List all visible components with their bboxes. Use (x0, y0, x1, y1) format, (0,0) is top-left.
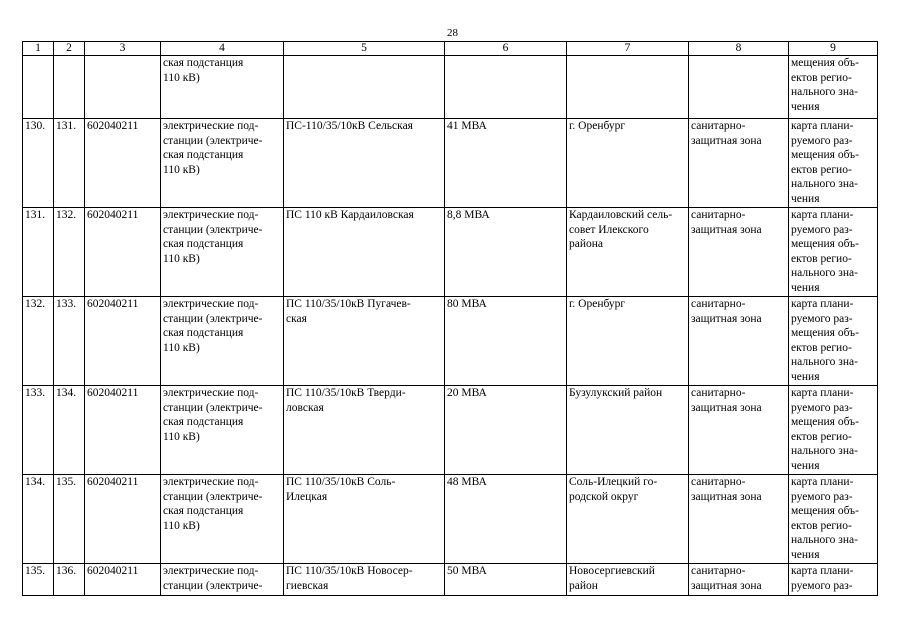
table-cell (689, 56, 789, 119)
table-cell: 134. (54, 386, 85, 475)
column-header: 1 (23, 42, 54, 56)
table-cell: Бузулукский район (567, 386, 689, 475)
table-cell: санитарно- защитная зона (689, 386, 789, 475)
table-cell: санитарно- защитная зона (689, 475, 789, 564)
table-row (23, 475, 878, 564)
table-cell: 80 МВА (445, 297, 567, 386)
table-cell: 133. (23, 386, 54, 475)
table-cell: 134. (23, 475, 54, 564)
column-header: 8 (689, 42, 789, 56)
column-header: 3 (85, 42, 161, 56)
table-cell: электрические под- станции (электриче- (161, 564, 284, 596)
table-cell (567, 56, 689, 119)
table-cell: карта плани- руемого раз- мещения объ- ектов регио- нального зна- чения (789, 119, 878, 208)
table-cell: 133. (54, 297, 85, 386)
column-header: 4 (161, 42, 284, 56)
column-header: 7 (567, 42, 689, 56)
table-cell: карта плани- руемого раз- мещения объ- ектов регио- нального зна- чения (789, 297, 878, 386)
table-cell (284, 56, 445, 119)
objects-table (22, 41, 878, 596)
table-cell: электрические под- станции (электриче- ская подстанция 110 кВ) (161, 475, 284, 564)
table-cell (54, 56, 85, 119)
table-cell: 602040211 (85, 119, 161, 208)
table-row (23, 119, 878, 208)
table-cell: 20 МВА (445, 386, 567, 475)
table-row (23, 564, 878, 596)
table-cell: ПС 110 кВ Кардаиловская (284, 208, 445, 297)
table-cell: карта плани- руемого раз- мещения объ- ектов регио- нального зна- чения (789, 208, 878, 297)
table-cell (445, 56, 567, 119)
table-cell: санитарно- защитная зона (689, 208, 789, 297)
table-cell: 135. (54, 475, 85, 564)
table-cell: санитарно- защитная зона (689, 297, 789, 386)
table-cell: 602040211 (85, 208, 161, 297)
table-cell: электрические под- станции (электриче- ская подстанция 110 кВ) (161, 208, 284, 297)
table-cell: 48 МВА (445, 475, 567, 564)
table-cell: Новосергиевский район (567, 564, 689, 596)
table-cell: 41 МВА (445, 119, 567, 208)
table-cell: ПС 110/35/10кВ Соль- Илецкая (284, 475, 445, 564)
table-cell: 602040211 (85, 475, 161, 564)
table-cell: 131. (23, 208, 54, 297)
table-cell: г. Оренбург (567, 297, 689, 386)
table-cell: ПС 110/35/10кВ Тверди- ловская (284, 386, 445, 475)
page-number: 28 (447, 27, 458, 39)
table-cell: карта плани- руемого раз- мещения объ- ектов регио- нального зна- чения (789, 386, 878, 475)
table-cell: санитарно- защитная зона (689, 564, 789, 596)
table-cell: 130. (23, 119, 54, 208)
table-row (23, 56, 878, 119)
table-row (23, 386, 878, 475)
table-cell: 132. (23, 297, 54, 386)
column-number-row (23, 42, 878, 56)
table-cell: 602040211 (85, 386, 161, 475)
table-cell: ская подстанция 110 кВ) (161, 56, 284, 119)
table-cell (23, 56, 54, 119)
table-cell: Кардаиловский сель- совет Илекского района (567, 208, 689, 297)
table-cell: 602040211 (85, 564, 161, 596)
table-cell: Соль-Илецкий го- родской округ (567, 475, 689, 564)
table-cell: санитарно- защитная зона (689, 119, 789, 208)
table-cell: 131. (54, 119, 85, 208)
table-cell: 8,8 МВА (445, 208, 567, 297)
table-cell: 136. (54, 564, 85, 596)
table-cell: 602040211 (85, 297, 161, 386)
column-header: 5 (284, 42, 445, 56)
table-cell: ПС 110/35/10кВ Новосер- гиевская (284, 564, 445, 596)
table-cell: г. Оренбург (567, 119, 689, 208)
table-cell: электрические под- станции (электриче- ская подстанция 110 кВ) (161, 386, 284, 475)
table-cell: электрические под- станции (электриче- ская подстанция 110 кВ) (161, 297, 284, 386)
table-cell: мещения объ- ектов регио- нального зна- чения (789, 56, 878, 119)
table-cell: 132. (54, 208, 85, 297)
column-header: 2 (54, 42, 85, 56)
table-cell (85, 56, 161, 119)
table-cell: ПС-110/35/10кВ Сельская (284, 119, 445, 208)
table-cell: электрические под- станции (электриче- ская подстанция 110 кВ) (161, 119, 284, 208)
column-header: 6 (445, 42, 567, 56)
table-cell: карта плани- руемого раз- (789, 564, 878, 596)
column-header: 9 (789, 42, 878, 56)
table-row (23, 208, 878, 297)
table-cell: карта плани- руемого раз- мещения объ- ектов регио- нального зна- чения (789, 475, 878, 564)
table-cell: 50 МВА (445, 564, 567, 596)
table-cell: 135. (23, 564, 54, 596)
table-cell: ПС 110/35/10кВ Пугачев- ская (284, 297, 445, 386)
table-row (23, 297, 878, 386)
